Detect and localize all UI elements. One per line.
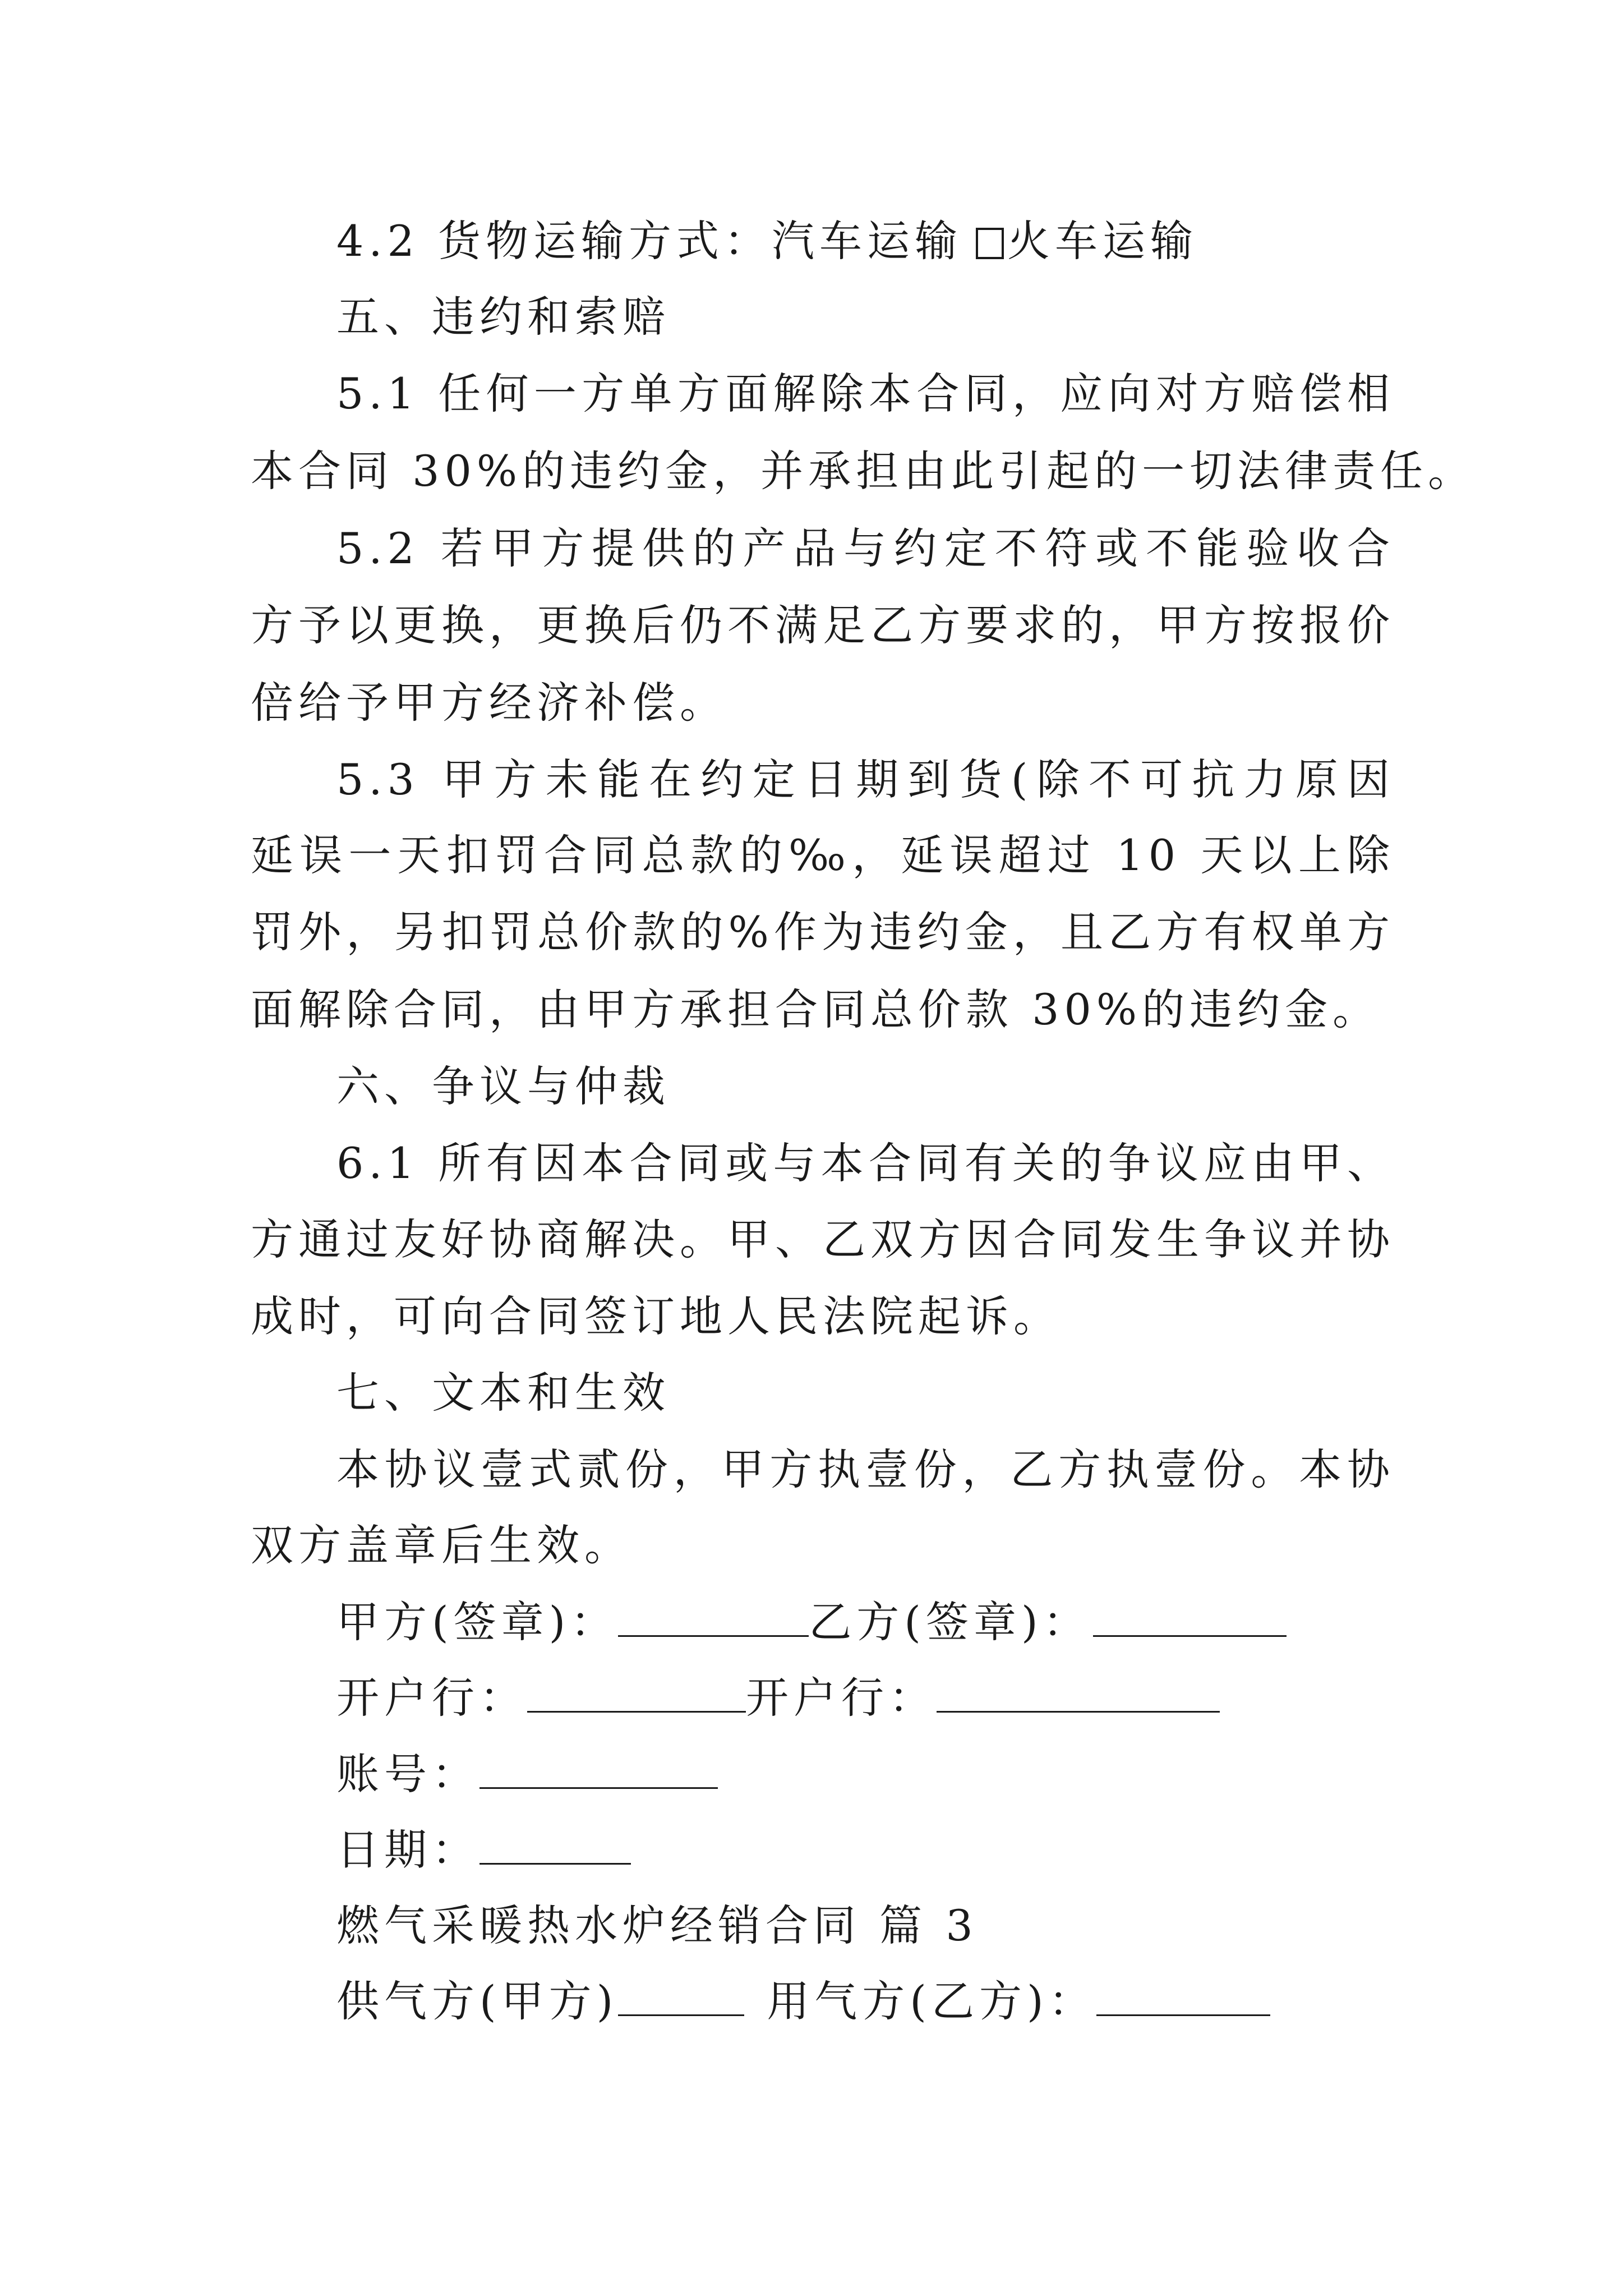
transport-method-line xyxy=(336,213,1481,269)
checkbox-icon[interactable] xyxy=(976,228,1004,259)
supplier-field[interactable] xyxy=(618,1978,744,2016)
bank-b-label: 开户行： xyxy=(746,1673,937,1723)
date-line xyxy=(336,1822,1481,1878)
effect-clause-cont: 双方盖章后生效。 xyxy=(251,1520,632,1570)
account-field[interactable] xyxy=(479,1751,718,1789)
clause-6-1: 6.1 所有因本合同或与本合同有关的争议应由甲、 xyxy=(336,1138,1395,1188)
effect-clause: 本协议壹式贰份，甲方执壹份，乙方执壹份。本协 xyxy=(336,1444,1395,1494)
section-heading: 七、文本和生效 xyxy=(336,1368,670,1418)
clause-5-3-cont: 延误一天扣罚合同总款的‰，延误超过 10 天以上除 xyxy=(251,830,1395,880)
party-b-signature-field[interactable] xyxy=(1093,1599,1287,1637)
clause-5-3-cont: 面解除合同，由甲方承担合同总价款 30%的违约金。 xyxy=(251,984,1381,1034)
clause-6-1-cont: 成时，可向合同签订地人民法院起诉。 xyxy=(251,1291,1061,1341)
account-line xyxy=(336,1746,1481,1802)
bank-b-field[interactable] xyxy=(937,1675,1220,1713)
party-b-label: 乙方(签章)： xyxy=(809,1597,1091,1647)
next-contract-title: 燃气采暖热水炉经销合同 篇 3 xyxy=(336,1901,978,1950)
party-a-label: 甲方(签章)： xyxy=(336,1597,619,1647)
clause-5-2: 5.2 若甲方提供的产品与约定不符或不能验收合 xyxy=(336,523,1395,573)
supplier-label: 供气方(甲方) xyxy=(336,1976,619,2026)
bank-a-label: 开户行： xyxy=(336,1673,527,1723)
user-label: 用气方(乙方)： xyxy=(767,1976,1096,2026)
clause-5-2-cont: 方予以更换，更换后仍不满足乙方要求的，甲方按报价 xyxy=(251,600,1395,650)
clause-5-1-cont: 本合同 30%的违约金，并承担由此引起的一切法律责任。 xyxy=(251,446,1476,496)
party-a-signature-field[interactable] xyxy=(618,1599,809,1637)
clause-6-1-cont: 方通过友好协商解决。甲、乙双方因合同发生争议并协 xyxy=(251,1214,1395,1264)
bank-line xyxy=(336,1670,1481,1726)
user-field[interactable] xyxy=(1096,1978,1270,2016)
clause-5-2-cont: 倍给予甲方经济补偿。 xyxy=(251,678,727,728)
signature-line xyxy=(336,1594,1481,1650)
section-heading: 五、违约和索赔 xyxy=(336,292,670,342)
parties-line xyxy=(336,1973,1481,2030)
clause-5-3-cont: 罚外，另扣罚总价款的%作为违约金，且乙方有权单方 xyxy=(251,907,1395,957)
bank-a-field[interactable] xyxy=(527,1675,746,1713)
transport-method-text: 4.2 货物运输方式：汽车运输 xyxy=(336,216,963,266)
train-transport-option: 火车运输 xyxy=(1007,216,1198,266)
clause-5-3: 5.3 甲方未能在约定日期到货(除不可抗力原因 xyxy=(336,754,1395,804)
clause-5-1: 5.1 任何一方单方面解除本合同，应向对方赔偿相 xyxy=(336,369,1395,418)
section-heading: 六、争议与仲裁 xyxy=(336,1061,670,1111)
date-field[interactable] xyxy=(479,1827,631,1865)
account-label: 账号： xyxy=(336,1749,479,1799)
date-label: 日期： xyxy=(336,1825,479,1875)
